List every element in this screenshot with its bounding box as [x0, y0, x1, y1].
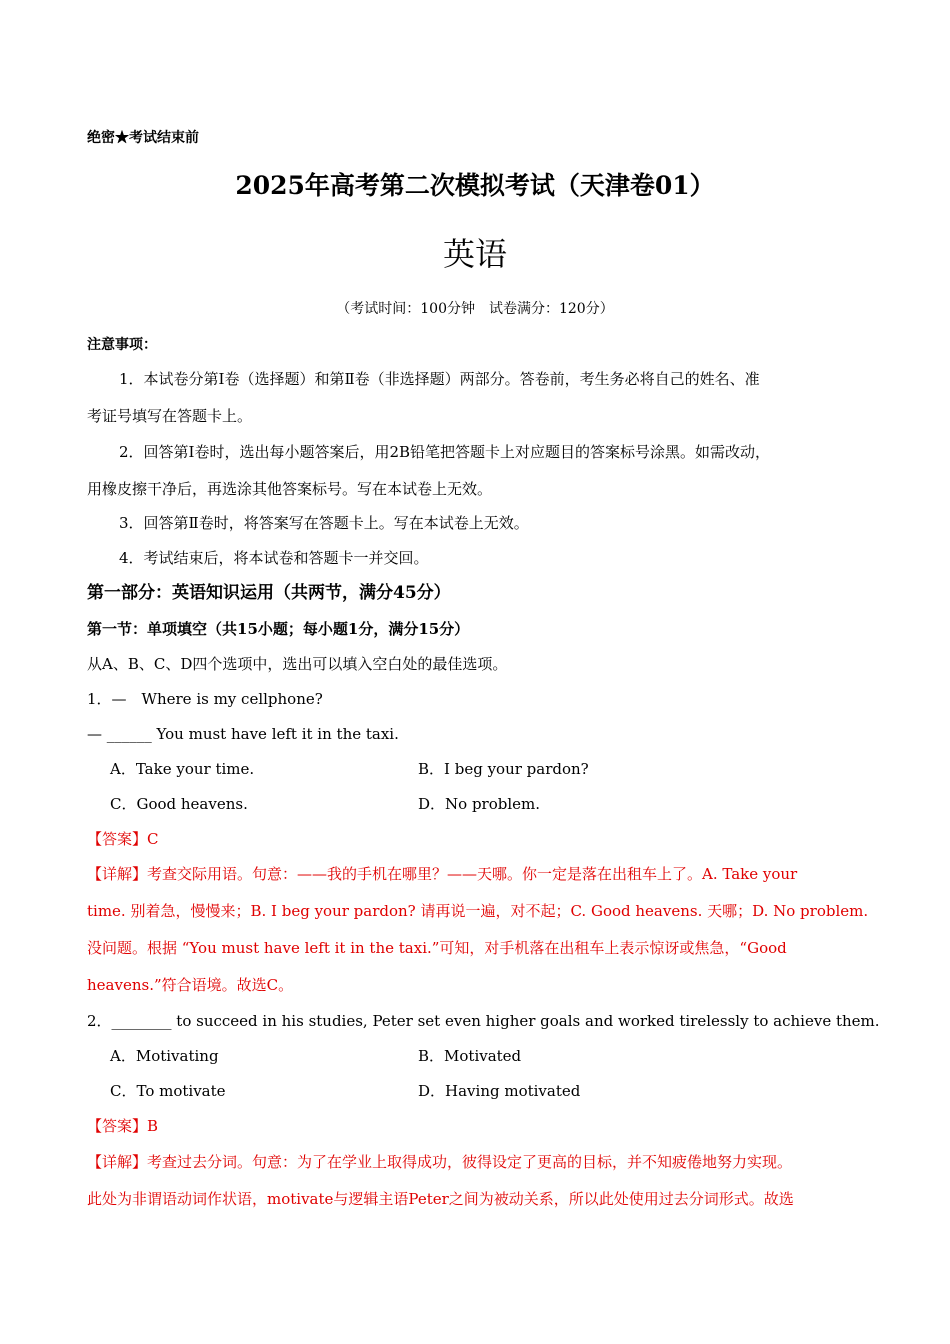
section1-heading: 第一节：单项填空（共15小题；每小题1分，满分15分）: [87, 620, 470, 638]
q2-explain-line-2: 此处为非谓语动词作状语，motivate与逻辑主语Peter之间为被动关系，所以此处使用过去分词形式。故选: [87, 1190, 794, 1208]
note-item-1-line-1: 1．本试卷分第Ⅰ卷（选择题）和第Ⅱ卷（非选择题）两部分。答卷前，考生务必将自己的姓名、准: [119, 370, 760, 388]
q1-explain-line-3: 没问题。根据 “You must have left it in the taxi.”可知，对手机落在出租车上表示惊讶或焦急，“Good: [87, 939, 787, 957]
q1-stem-line-2: — ______ You must have left it in the taxi.: [87, 725, 399, 743]
q2-option-d: D．Having motivated: [418, 1082, 581, 1100]
subject-title: 英语: [442, 235, 507, 273]
part1-heading: 第一部分：英语知识运用（共两节，满分45分）: [87, 583, 451, 603]
q2-option-a: A．Motivating: [110, 1047, 219, 1065]
exam-info: （考试时间：100分钟 试卷满分：120分）: [336, 301, 614, 317]
q2-option-b: B．Motivated: [418, 1047, 522, 1065]
section1-instruction: 从A、B、C、D四个选项中，选出可以填入空白处的最佳选项。: [87, 655, 508, 673]
q1-explain-line-1: 【详解】考查交际用语。句意：——我的手机在哪里？——天哪。你一定是落在出租车上了。A. Take your: [87, 865, 798, 883]
q1-answer: 【答案】C: [87, 830, 159, 848]
secret-label: 绝密★考试结束前: [87, 130, 199, 146]
q1-explain-line-4: heavens.”符合语境。故选C。: [87, 976, 294, 994]
q1-option-b: B．I beg your pardon?: [418, 760, 589, 778]
q2-answer: 【答案】B: [87, 1117, 159, 1135]
note-item-1-line-2: 考证号填写在答题卡上。: [87, 407, 253, 425]
q1-option-d: D．No problem.: [418, 795, 541, 813]
q1-explain-line-2: time. 别着急，慢慢来；B. I beg your pardon? 请再说一遍，对不起；C. Good heavens. 天哪；D. No problem.: [87, 902, 869, 920]
notes-heading: 注意事项：: [87, 337, 157, 353]
q2-explain-line-1: 【详解】考查过去分词。句意：为了在学业上取得成功，彼得设定了更高的目标，并不知疲倦地努力实现。: [87, 1153, 793, 1171]
note-item-2-line-2: 用橡皮擦干净后，再选涂其他答案标号。写在本试卷上无效。: [87, 480, 493, 498]
note-item-2-line-1: 2．回答第Ⅰ卷时，选出每小题答案后，用2B铅笔把答题卡上对应题目的答案标号涂黑。如需改动，: [119, 443, 771, 461]
q2-stem: 2．________ to succeed in his studies, Peter set even higher goals and worked tirelessly to achieve them.: [87, 1012, 880, 1030]
q1-stem-line-1: 1．— Where is my cellphone?: [87, 690, 323, 708]
q2-option-c: C．To motivate: [110, 1082, 226, 1100]
note-item-3: 3．回答第Ⅱ卷时，将答案写在答题卡上。写在本试卷上无效。: [119, 514, 529, 532]
q1-option-c: C．Good heavens.: [110, 795, 248, 813]
exam-title: 2025年高考第二次模拟考试（天津卷01）: [235, 171, 715, 200]
q1-option-a: A．Take your time.: [110, 760, 255, 778]
note-item-4: 4．考试结束后，将本试卷和答题卡一并交回。: [119, 549, 429, 567]
